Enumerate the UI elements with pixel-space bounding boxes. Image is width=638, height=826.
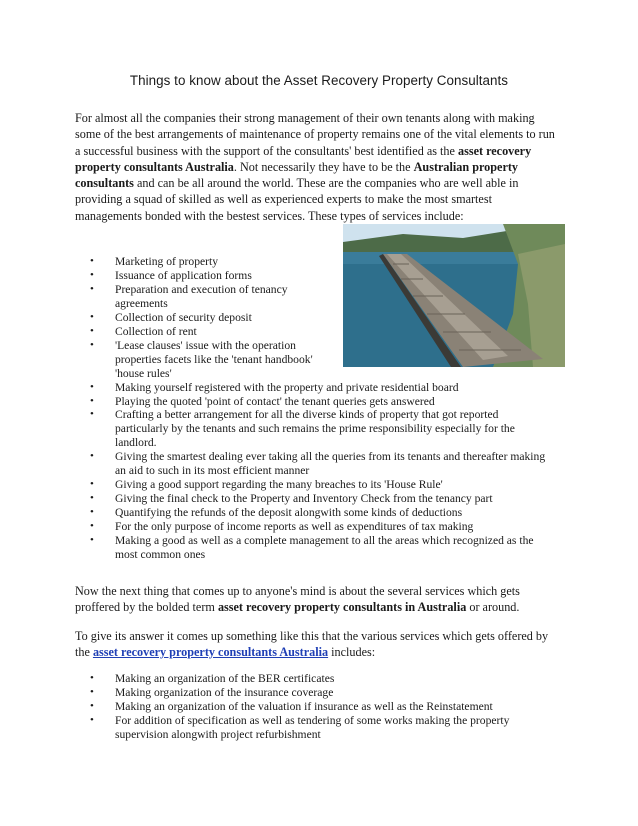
bullet-icon: • <box>90 506 94 519</box>
list-item: • 'Lease clauses' issue with the operation properties facets like the 'tenant handbook' 'house rules' <box>90 338 313 380</box>
intro-bold-2: Australian property consultants <box>75 159 519 191</box>
bullet-icon: • <box>90 685 94 698</box>
list-item: • Collection of rent <box>90 324 197 338</box>
bullet-icon: • <box>90 672 94 684</box>
bullet-icon: • <box>90 713 94 726</box>
list-item: • Marketing of property <box>90 255 219 268</box>
bullet-icon: • <box>90 450 94 463</box>
list-item: • Giving a good support regarding the many breaches to its 'House Rule' <box>90 478 443 492</box>
bullet-icon: • <box>90 268 94 281</box>
intro-paragraph <box>75 110 555 224</box>
next-paragraph: Now the next thing that comes up to anyone's mind is about the several services which gets proffered by the bolded term asset recovery property consultants in Australia or around. <box>75 584 520 615</box>
bullet-icon: • <box>90 310 94 323</box>
intro-text-1: For almost all the companies their strong management of their own tenants along with making some of the best arrangements of maintenance of property remains one of the vital elements to run a successful business with the support of the consultants' best identified as the <box>75 111 555 158</box>
bullet-icon: • <box>90 492 94 505</box>
services-list <box>77 255 552 562</box>
bullet-icon: • <box>90 282 94 295</box>
list-item: • Quantifying the refunds of the deposit alongwith some kinds of deductions <box>90 506 463 520</box>
bullet-icon: • <box>90 478 94 491</box>
list-item: • Making an organization of the valuation if insurance as well as the Reinstatement <box>90 699 493 713</box>
bullet-icon: • <box>90 534 94 547</box>
bullet-icon: • <box>90 324 94 337</box>
list-item: • Playing the quoted 'point of contact' the tenant queries gets answered <box>90 394 435 408</box>
list-item: • Issuance of application forms <box>90 268 252 282</box>
bullet-icon: • <box>90 408 94 421</box>
list-item: • Giving the final check to the Property and Inventory Check from the tenancy part <box>90 492 493 506</box>
bullet-icon: • <box>90 699 94 712</box>
list-item: • Making a good as well as a complete management to all the areas which recognized as the most common ones <box>90 534 534 562</box>
list-item: • Making yourself registered with the property and private residential board <box>90 380 459 394</box>
bullet-icon: • <box>90 255 94 267</box>
bullet-icon: • <box>90 338 94 351</box>
list-item: • For addition of specification as well as tendering of some works making the property supervision alongwith project refurbishment <box>90 713 510 741</box>
intro-bold-1: asset recovery property consultants Australia <box>75 143 532 174</box>
bullet-icon: • <box>90 394 94 407</box>
list-item: • Crafting a better arrangement for all the diverse kinds of property that got reported particularly by the tenants and such remains the prime responsibility especially for the landlord. <box>90 408 515 450</box>
list-item: • Collection of security deposit <box>90 310 252 324</box>
next-bold: asset recovery property consultants in Australia <box>217 600 467 615</box>
bullet-icon: • <box>90 520 94 533</box>
intro-text-3: and can be all around the world. These are the companies who are well able in providing a squad of skilled as well as experienced experts to make the most smartest managements bonded with the bestest services. These types of services include: <box>75 176 519 223</box>
bullet-icon: • <box>90 380 94 393</box>
intro-text-2: . Not necessarily they have to be the <box>233 159 414 174</box>
list-item: • Making organization of the insurance coverage <box>90 685 334 699</box>
page-title: Things to know about the Asset Recovery Property Consultants <box>129 73 509 88</box>
consultants-link[interactable]: asset recovery property consultants Australia <box>92 645 329 660</box>
list-item: • Making an organization of the BER certificates <box>90 672 335 685</box>
list-item: • Giving the smartest dealing ever taking all the queries from its tenants and thereafter making an aid to such in its most efficient manner <box>90 450 546 478</box>
list-item: • For the only purpose of income reports as well as expenditures of tax making <box>90 520 474 534</box>
answer-paragraph: To give its answer it comes up something like this that the various services which gets offered by the asset recovery property consultants Australia includes: <box>75 629 549 660</box>
offered-services-list <box>77 672 552 742</box>
list-item: • Preparation and execution of tenancy agreements <box>90 282 288 310</box>
